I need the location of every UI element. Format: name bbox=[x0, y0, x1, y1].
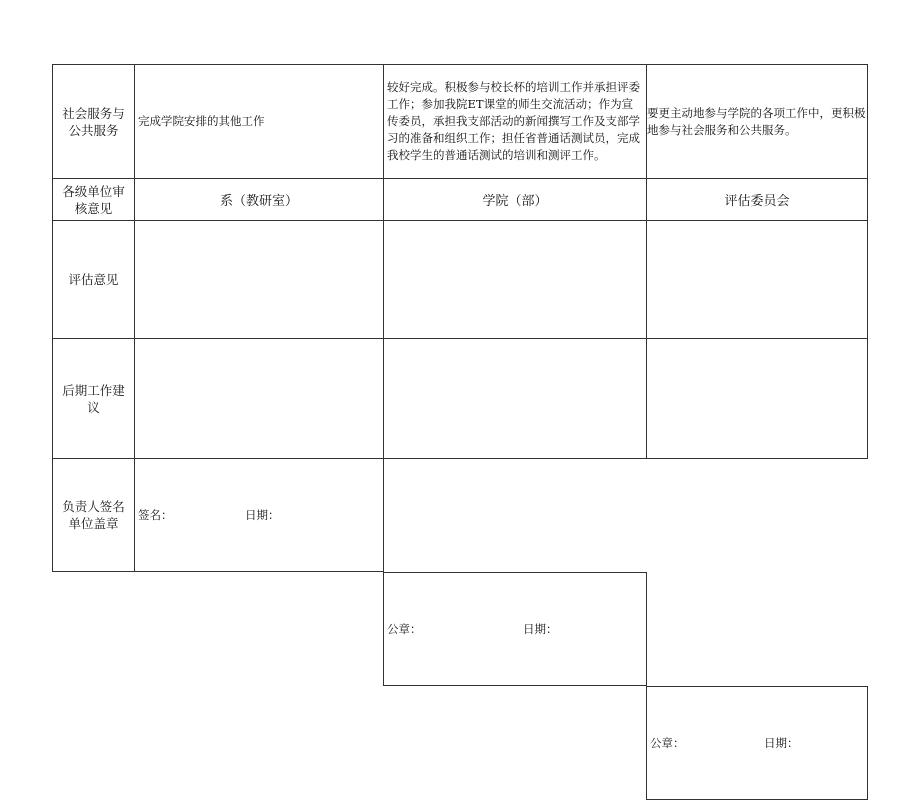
signature-department-cell[interactable] bbox=[134, 458, 384, 572]
date-label-college: 日期： bbox=[523, 622, 558, 636]
evaluation-college-field[interactable] bbox=[383, 220, 647, 339]
column-header-department-text: 系（教研室） bbox=[219, 194, 298, 209]
row-label-signature-text: 负责人签名单位盖章 bbox=[62, 499, 125, 531]
social-service-plan-text: 完成学院安排的其他工作 bbox=[138, 114, 265, 128]
row-label-review-opinion bbox=[52, 178, 135, 221]
row-label-signature bbox=[52, 458, 135, 572]
social-service-completion-cell bbox=[383, 64, 647, 179]
seal-label-committee: 公章： bbox=[650, 736, 685, 750]
social-service-improvement-cell bbox=[646, 64, 868, 179]
social-service-completion-text: 较好完成。积极参与校长杯的培训工作并承担评委工作；参加我院ET课堂的师生交流活动；作为宣传委员，承担我支部活动的新闻撰写工作及支部学习的准备和组织工作；担任省普通话测试员，完成我校学生的普通话测试的培训和测评工作。 bbox=[387, 80, 640, 162]
date-label-committee: 日期： bbox=[764, 736, 799, 750]
social-service-plan-cell bbox=[134, 64, 384, 179]
row-label-review-opinion-text: 各级单位审核意见 bbox=[62, 183, 125, 216]
evaluation-department-field[interactable] bbox=[134, 220, 384, 339]
seal-committee-cell[interactable] bbox=[646, 686, 868, 800]
row-label-evaluation-text: 评估意见 bbox=[68, 272, 119, 287]
seal-college-cell[interactable] bbox=[383, 572, 647, 686]
social-service-improvement-text: 要更主动地参与学院的各项工作中，更积极地参与社会服务和公共服务。 bbox=[647, 105, 866, 137]
column-header-committee bbox=[646, 178, 868, 221]
suggestion-department-field[interactable] bbox=[134, 338, 384, 459]
suggestion-committee-field[interactable] bbox=[646, 338, 868, 459]
date-label-department: 日期： bbox=[245, 508, 280, 522]
row-label-social-service bbox=[52, 64, 135, 179]
evaluation-committee-field[interactable] bbox=[646, 220, 868, 339]
signature-label: 签名： bbox=[138, 508, 173, 522]
suggestion-college-field[interactable] bbox=[383, 338, 647, 459]
evaluation-table bbox=[52, 64, 868, 750]
column-header-department bbox=[134, 178, 384, 221]
column-header-college bbox=[383, 178, 647, 221]
row-label-evaluation bbox=[52, 220, 135, 339]
row-label-suggestion bbox=[52, 338, 135, 459]
row-label-suggestion-text: 后期工作建议 bbox=[62, 382, 125, 415]
seal-label-college: 公章： bbox=[387, 622, 422, 636]
column-header-committee-text: 评估委员会 bbox=[724, 194, 790, 209]
row-label-social-service-text: 社会服务与公共服务 bbox=[62, 105, 125, 138]
column-header-college-text: 学院（部） bbox=[482, 194, 548, 209]
